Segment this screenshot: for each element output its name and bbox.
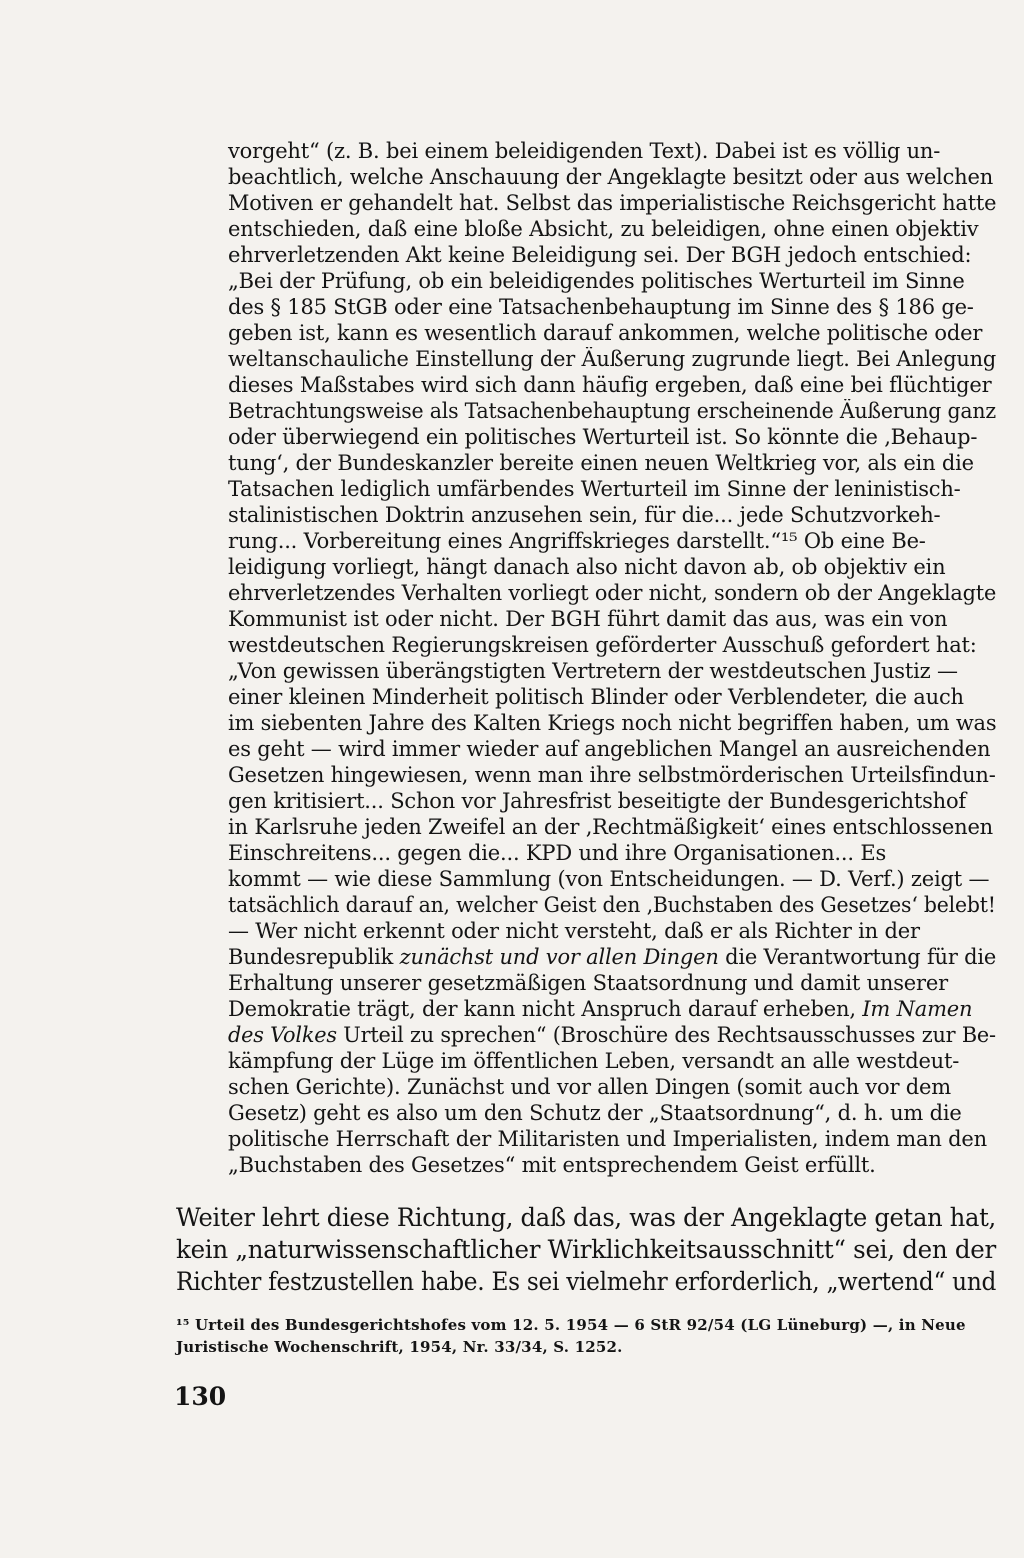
text-line: „Bei der Prüfung, ob ein beleidigendes politisches Werturteil im Sinne xyxy=(228,269,965,293)
text-line: kein „naturwissenschaftlicher Wirklichkeitsausschnitt“ sei, den der xyxy=(176,1235,996,1264)
text-line: kämpfung der Lüge im öffentlichen Leben, versandt an alle westdeut- xyxy=(228,1049,960,1073)
footnote-line: Juristische Wochenschrift, 1954, Nr. 33/34, S. 1252. xyxy=(176,1338,623,1356)
text-line: politische Herrschaft der Militaristen und Imperialisten, indem man den xyxy=(228,1127,987,1151)
text-line: westdeutschen Regierungskreisen geförderter Ausschuß gefordert hat: xyxy=(228,633,977,657)
text-line: Gesetzen hingewiesen, wenn man ihre selbstmörderischen Urteilsfindun- xyxy=(228,763,996,787)
text-line: im siebenten Jahre des Kalten Kriegs noch nicht begriffen haben, um was xyxy=(228,711,997,735)
text-line xyxy=(228,999,972,1020)
text-segment: Urteil zu sprechen“ (Broschüre des Rechtsausschusses zur Be- xyxy=(336,1023,996,1047)
text-line: stalinistischen Doktrin anzusehen sein, für die... jede Schutzvorkeh- xyxy=(228,503,941,527)
italic-emphasis: Im Namen xyxy=(862,997,973,1021)
text-line: oder überwiegend ein politisches Werturteil ist. So könnte die ‚Behaup- xyxy=(228,425,978,449)
text-segment: Demokratie trägt, der kann nicht Anspruch darauf erheben, xyxy=(228,997,863,1021)
text-line: des § 185 StGB oder eine Tatsachenbehauptung im Sinne des § 186 ge- xyxy=(228,295,974,319)
text-segment: Bundesrepublik xyxy=(228,945,400,969)
text-line: entschieden, daß eine bloße Absicht, zu beleidigen, ohne einen objektiv xyxy=(228,217,979,241)
text-line: ehrverletzenden Akt keine Beleidigung sei. Der BGH jedoch entschied: xyxy=(228,243,972,267)
text-line: in Karlsruhe jeden Zweifel an der ‚Rechtmäßigkeit‘ eines entschlossenen xyxy=(228,815,994,839)
italic-emphasis: zunächst und vor allen Dingen xyxy=(399,945,719,969)
text-line: Tatsachen lediglich umfärbendes Werturteil im Sinne der leninistisch- xyxy=(228,477,961,501)
text-line: vorgeht“ (z. B. bei einem beleidigenden Text). Dabei ist es völlig un- xyxy=(228,139,941,163)
text-line: ehrverletzendes Verhalten vorliegt oder nicht, sondern ob der Angeklagte xyxy=(228,581,997,605)
text-line: tung‘, der Bundeskanzler bereite einen neuen Weltkrieg vor, als ein die xyxy=(228,451,974,475)
text-line: kommt — wie diese Sammlung (von Entscheidungen. — D. Verf.) zeigt — xyxy=(228,867,990,891)
text-line: tatsächlich darauf an, welcher Geist den ‚Buchstaben des Gesetzes‘ belebt! xyxy=(228,893,996,917)
text-segment: die Verantwortung für die xyxy=(718,945,997,969)
text-line: Kommunist ist oder nicht. Der BGH führt damit das aus, was ein von xyxy=(228,607,948,631)
page-number: 130 xyxy=(174,1382,227,1411)
text-line: dieses Maßstabes wird sich dann häufig ergeben, daß eine bei flüchtiger xyxy=(228,373,992,397)
text-line: „Von gewissen überängstigten Vertretern der westdeutschen Justiz — xyxy=(228,659,958,683)
text-line: rung... Vorbereitung eines Angriffskrieges darstellt.“¹⁵ Ob eine Be- xyxy=(228,529,926,553)
text-line: leidigung vorliegt, hängt danach also nicht davon ab, ob objektiv ein xyxy=(228,555,946,579)
text-line: gen kritisiert... Schon vor Jahresfrist beseitigte der Bundesgerichtshof xyxy=(228,789,966,813)
text-line: schen Gerichte). Zunächst und vor allen Dingen (somit auch vor dem xyxy=(228,1075,951,1099)
text-line: Richter festzustellen habe. Es sei vielmehr erforderlich, „wertend“ und xyxy=(176,1267,997,1296)
text-line: Gesetz) geht es also um den Schutz der „Staatsordnung“, d. h. um die xyxy=(228,1101,962,1125)
text-line: Motiven er gehandelt hat. Selbst das imperialistische Reichsgericht hatte xyxy=(228,191,997,215)
text-line: Weiter lehrt diese Richtung, daß das, was der Angeklagte getan hat, xyxy=(176,1203,996,1232)
footnote-line: ¹⁵ Urteil des Bundesgerichtshofes vom 12. 5. 1954 — 6 StR 92/54 (LG Lüneburg) —, in Neue xyxy=(176,1316,966,1334)
text-line: — Wer nicht erkennt oder nicht versteht, daß er als Richter in der xyxy=(228,919,920,943)
text-line: einer kleinen Minderheit politisch Blinder oder Verblendeter, die auch xyxy=(228,685,964,709)
text-line xyxy=(228,947,996,968)
text-line: Erhaltung unserer gesetzmäßigen Staatsordnung und damit unserer xyxy=(228,971,948,995)
text-line: „Buchstaben des Gesetzes“ mit entsprechendem Geist erfüllt. xyxy=(228,1153,876,1177)
text-line: Einschreitens... gegen die... KPD und ihre Organisationen... Es xyxy=(228,841,887,865)
text-line xyxy=(228,1025,996,1046)
text-line: geben ist, kann es wesentlich darauf ankommen, welche politische oder xyxy=(228,321,983,345)
italic-emphasis: des Volkes xyxy=(228,1023,337,1047)
text-line: beachtlich, welche Anschauung der Angeklagte besitzt oder aus welchen xyxy=(228,165,994,189)
text-line: es geht — wird immer wieder auf angeblichen Mangel an ausreichenden xyxy=(228,737,991,761)
text-line: Betrachtungsweise als Tatsachenbehauptung erscheinende Äußerung ganz xyxy=(228,399,996,423)
text-line: weltanschauliche Einstellung der Äußerung zugrunde liegt. Bei Anlegung xyxy=(228,347,997,371)
